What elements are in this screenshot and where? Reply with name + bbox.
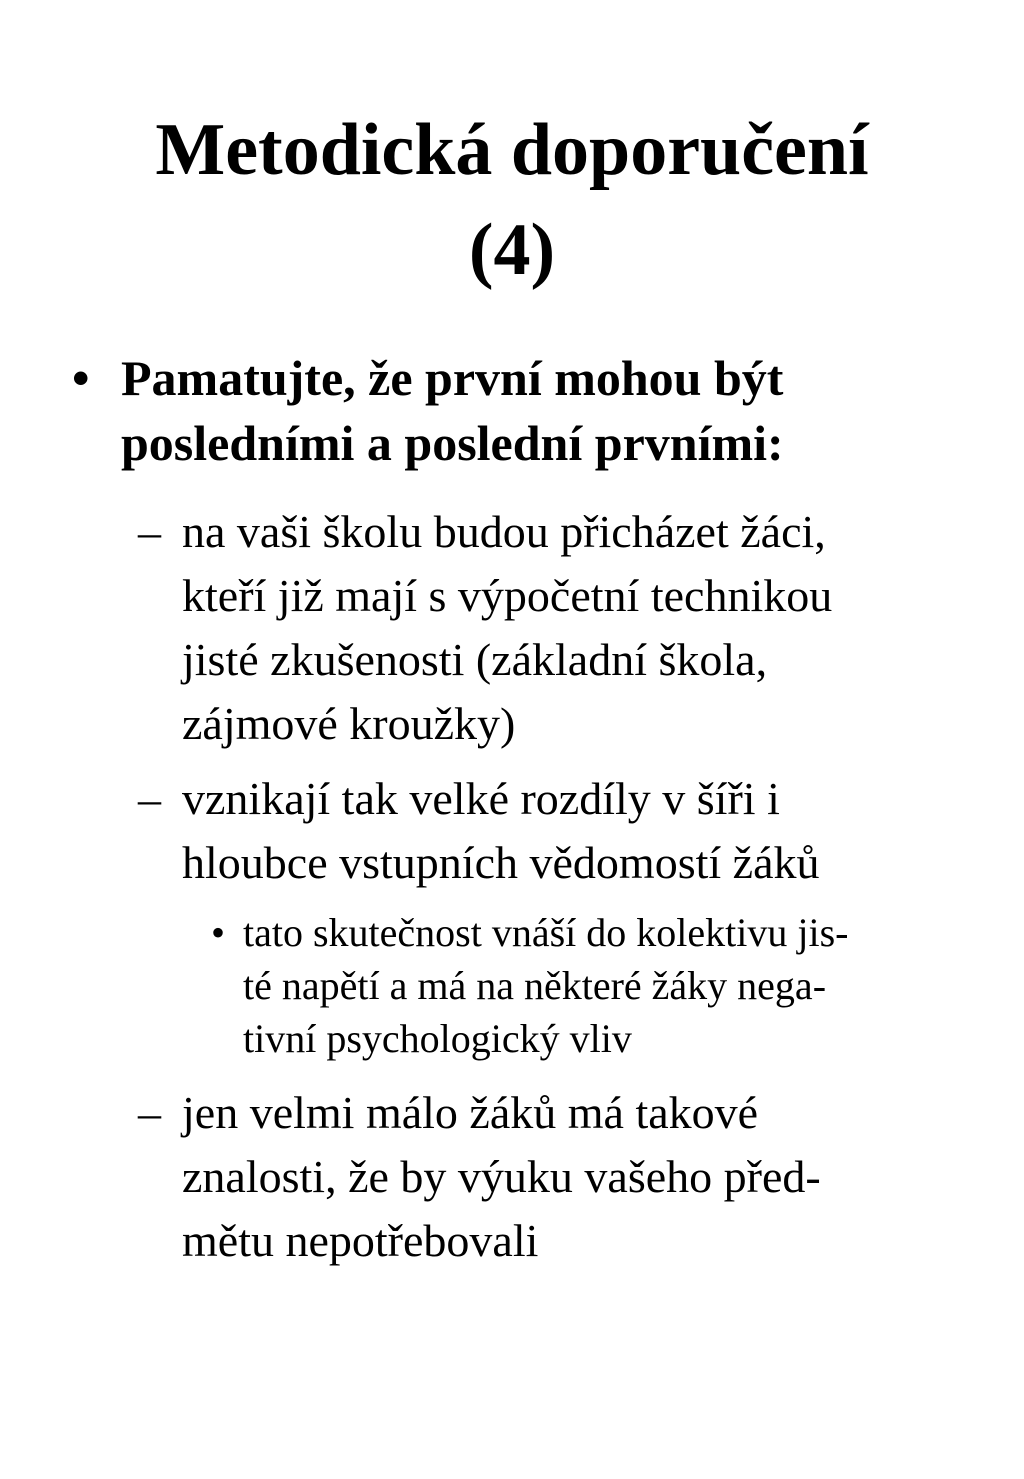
text-line: hloubce vstupních vědomostí žáků xyxy=(182,837,820,888)
detail-text xyxy=(243,906,849,1065)
text-line: vznikají tak velké rozdíly v šíři i xyxy=(182,773,780,824)
sub-point-text xyxy=(182,767,820,895)
text-line: tivní psychologický vliv xyxy=(243,1016,632,1061)
dash-marker: – xyxy=(138,773,161,824)
slide-title xyxy=(0,100,1024,300)
text-line: tato skutečnost vnáší do kolektivu jis- xyxy=(243,910,849,955)
main-point-text xyxy=(121,346,784,476)
text-line: kteří již mají s výpočetní technikou xyxy=(182,570,833,621)
text-line: zájmové kroužky) xyxy=(182,698,516,749)
sub-bullet-marker: • xyxy=(211,910,226,955)
dash-marker: – xyxy=(138,506,161,557)
text-line: znalosti, že by výuku vašeho před- xyxy=(182,1151,821,1202)
sub-point-text xyxy=(182,500,832,756)
text-line: mětu nepotřebovali xyxy=(182,1215,539,1266)
text-line: jisté zkušenosti (základní škola, xyxy=(182,634,768,685)
text-line: jen velmi málo žáků má takové xyxy=(182,1087,759,1138)
text-line: na vaši školu budou přicházet žáci, xyxy=(182,506,826,557)
bullet-marker: • xyxy=(72,350,90,406)
title-line: Metodická doporučení xyxy=(155,109,869,191)
text-line: posledními a poslední prvními: xyxy=(121,415,784,471)
text-line: té napětí a má na některé žáky nega- xyxy=(243,963,827,1008)
title-line: (4) xyxy=(468,209,556,291)
sub-point-text xyxy=(182,1081,821,1273)
dash-marker: – xyxy=(138,1087,161,1138)
text-line: Pamatujte, že první mohou být xyxy=(121,350,784,406)
